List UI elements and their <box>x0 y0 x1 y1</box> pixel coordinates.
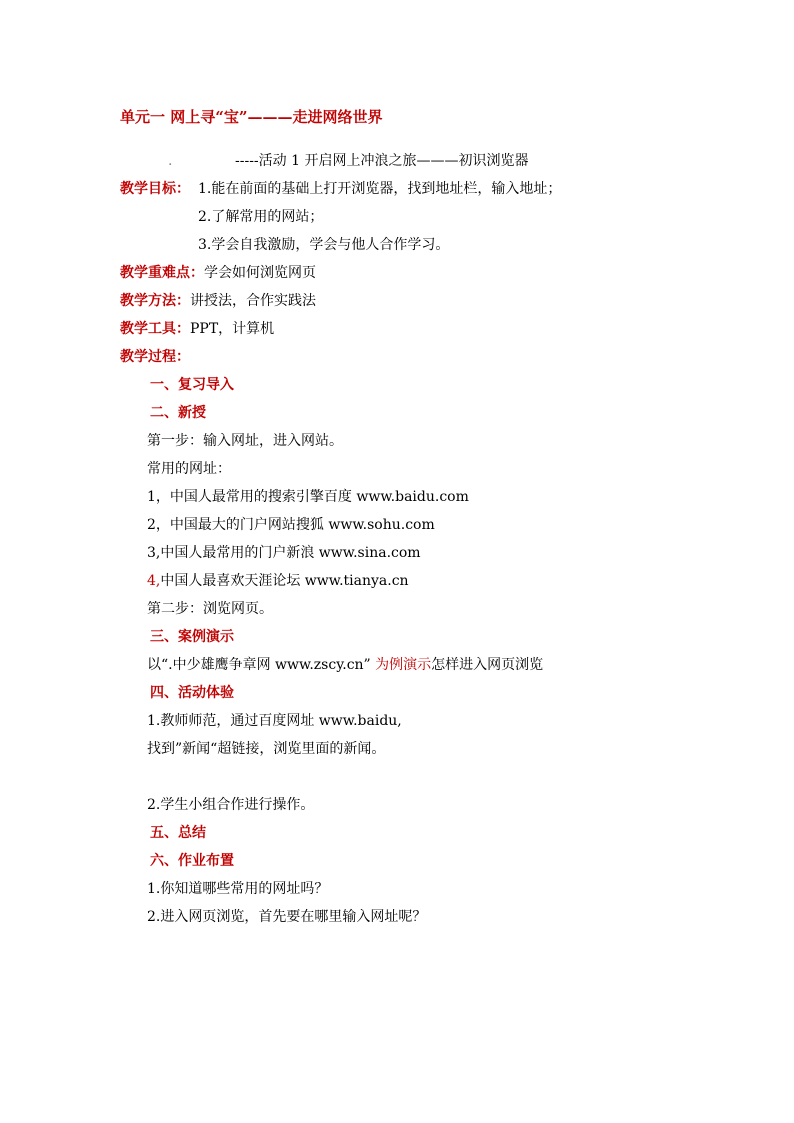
subtitle-dot: . <box>168 153 173 169</box>
section-activity: 四、活动体验 <box>150 685 234 701</box>
method-row <box>120 292 316 310</box>
homework-item-1: 1.你知道哪些常用的网址吗？ <box>147 881 329 897</box>
demo-text-a: 以“.中少雄鹰争章网 www.zscy.cn” <box>147 657 371 673</box>
section-homework: 六、作业布置 <box>150 853 234 869</box>
site-item-3 <box>147 544 421 562</box>
section-demo: 三、案例演示 <box>150 629 234 645</box>
method-text: 讲授法，合作实践法 <box>190 293 316 309</box>
activity-item-1b: 找到”新闻“超链接，浏览里面的新闻。 <box>147 741 386 757</box>
objectives-label: 教学目标： <box>120 181 190 197</box>
tools-text: PPT，计算机 <box>190 321 275 337</box>
step2: 第二步：浏览网页。 <box>147 601 273 617</box>
tools-label: 教学工具： <box>120 321 190 337</box>
site-num: 3, <box>147 545 161 561</box>
site-item-1 <box>147 488 469 506</box>
site-text: 中国人最常用的门户新浪 www.sina.com <box>160 545 421 561</box>
activity-item-1: 1.教师师范，通过百度网址 www.baidu, <box>147 713 402 729</box>
key-point-label: 教学重难点： <box>120 265 204 281</box>
site-text: 中国最大的门户网站搜狐 www.sohu.com <box>169 517 435 533</box>
objective-item-3: 3.学会自我激励，学会与他人合作学习。 <box>198 237 450 253</box>
section-new: 二、新授 <box>150 405 206 421</box>
site-item-2 <box>147 516 435 534</box>
demo-text-b: 为例演示 <box>375 657 432 673</box>
site-num: 2， <box>147 517 170 533</box>
section-summary: 五、总结 <box>150 825 206 841</box>
demo-text <box>147 656 543 674</box>
site-text: 中国人最喜欢天涯论坛 www.tianya.cn <box>160 573 409 589</box>
step1: 第一步：输入网址，进入网站。 <box>147 433 343 449</box>
method-label: 教学方法： <box>120 293 190 309</box>
objective-item-2: 2.了解常用的网站； <box>198 209 324 225</box>
homework-item-2: 2.进入网页浏览，首先要在哪里输入网址呢？ <box>147 909 427 925</box>
objective-item-1: 1.能在前面的基础上打开浏览器，找到地址栏，输入地址； <box>198 181 562 197</box>
site-item-4 <box>147 572 409 590</box>
key-point-text: 学会如何浏览网页 <box>204 265 316 281</box>
activity-item-2: 2.学生小组合作进行操作。 <box>147 797 315 813</box>
site-num: 1， <box>147 489 170 505</box>
process-label: 教学过程： <box>120 349 190 365</box>
subtitle: -----活动 1 开启网上冲浪之旅———初识浏览器 <box>235 153 529 169</box>
site-text: 中国人最常用的搜索引擎百度 www.baidu.com <box>169 489 469 505</box>
tools-row <box>120 320 274 338</box>
key-point-row <box>120 264 316 282</box>
common-sites-label: 常用的网址： <box>147 461 231 477</box>
site-num: 4, <box>147 573 161 589</box>
demo-text-c: 怎样进入网页浏览 <box>431 657 544 673</box>
section-review: 一、复习导入 <box>150 377 234 393</box>
page-title: 单元一 网上寻“宝”———走进网络世界 <box>120 108 383 126</box>
